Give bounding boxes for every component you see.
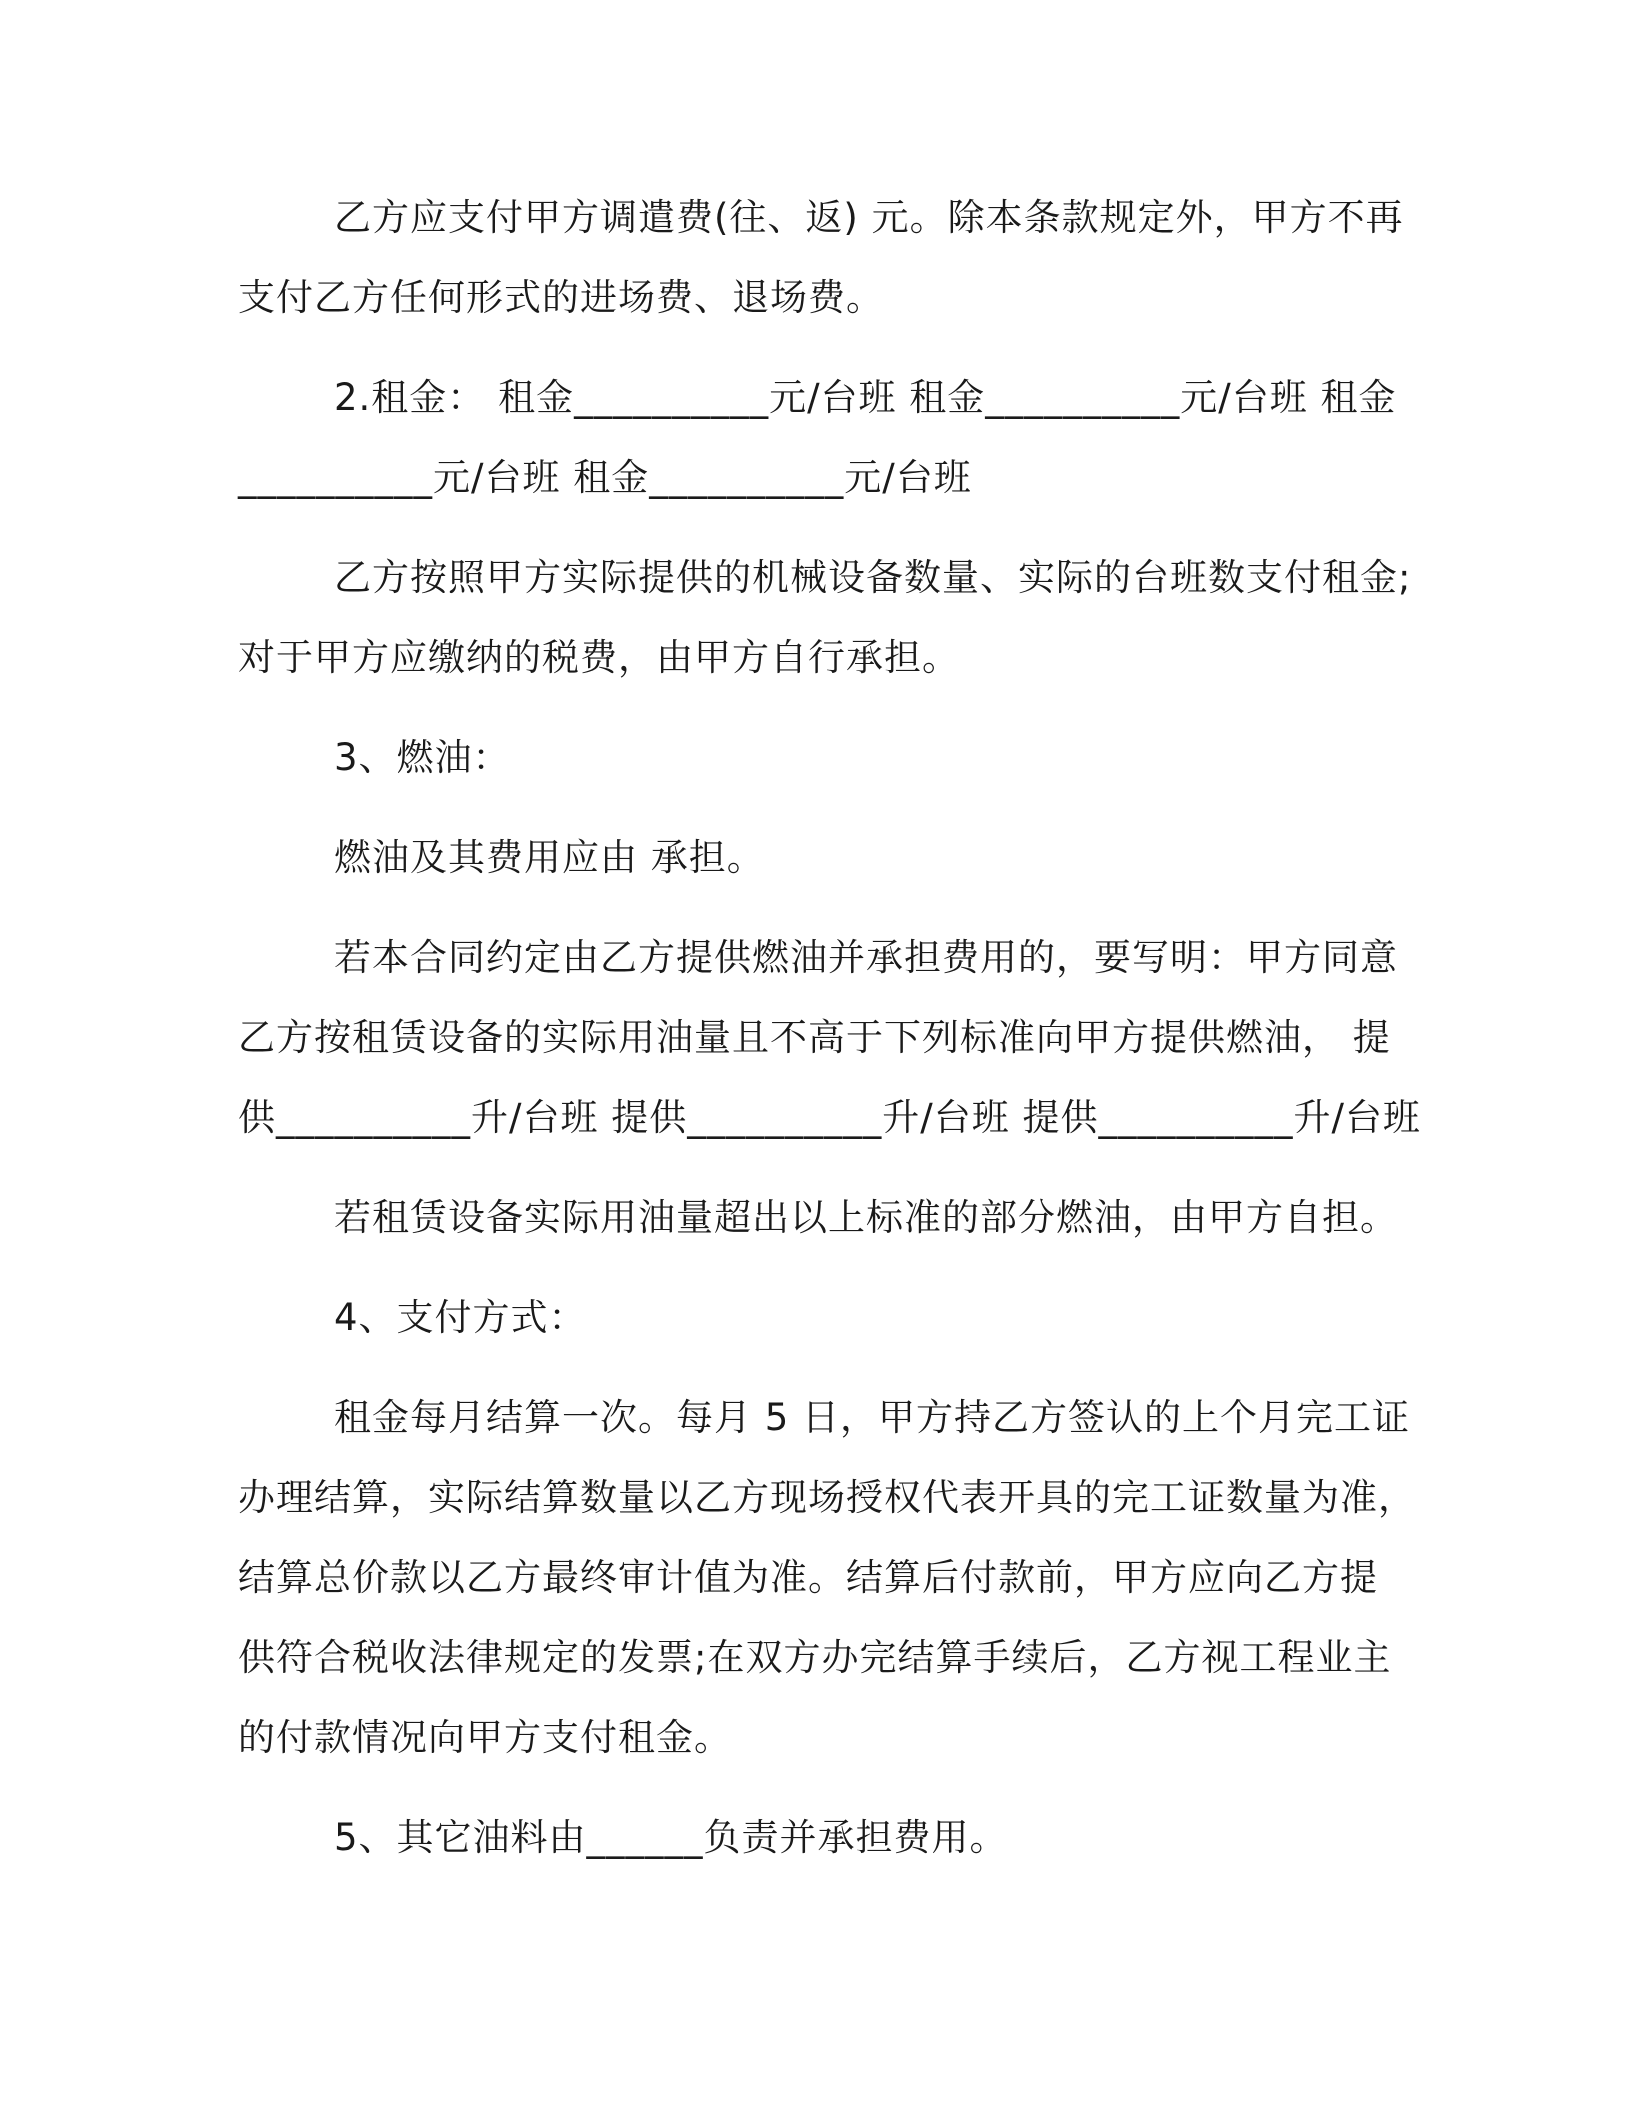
paragraph-rent-payment bbox=[238, 538, 1412, 698]
text-line: 乙方按照甲方实际提供的机械设备数量、实际的台班数支付租金; bbox=[334, 556, 1412, 599]
paragraph-fuel-cost bbox=[238, 818, 1386, 898]
paragraph-dispatch-fee bbox=[238, 178, 1404, 338]
text-line: 支付乙方任何形式的进场费、退场费。 bbox=[238, 276, 884, 319]
text-line: 租金每月结算一次。每月 5 日，甲方持乙方签认的上个月完工证 bbox=[334, 1396, 1411, 1439]
paragraph-other-oil bbox=[238, 1798, 1386, 1878]
text-line: 对于甲方应缴纳的税费，由甲方自行承担。 bbox=[238, 636, 960, 679]
text-line: 供符合税收法律规定的发票;在双方办完结算手续后，乙方视工程业主 bbox=[238, 1636, 1392, 1679]
text-line: 4、支付方式： bbox=[334, 1296, 587, 1339]
text-line: 若本合同约定由乙方提供燃油并承担费用的，要写明：甲方同意 bbox=[334, 936, 1398, 979]
text-line: 的付款情况向甲方支付租金。 bbox=[238, 1716, 732, 1759]
text-line: 2.租金： 租金__________元/台班 租金__________元/台班 租金 bbox=[334, 376, 1397, 419]
paragraph-fuel-excess bbox=[238, 1178, 1398, 1258]
text-line: 乙方按租赁设备的实际用油量且不高于下列标准向甲方提供燃油， 提 bbox=[238, 1016, 1391, 1059]
text-line: __________元/台班 租金__________元/台班 bbox=[238, 456, 972, 499]
paragraph-rent bbox=[238, 358, 1397, 518]
text-line: 3、燃油： bbox=[334, 736, 511, 779]
section-heading-payment bbox=[238, 1278, 1386, 1358]
text-line: 办理结算，实际结算数量以乙方现场授权代表开具的完工证数量为准， bbox=[238, 1476, 1416, 1519]
text-line: 若租赁设备实际用油量超出以上标准的部分燃油，由甲方自担。 bbox=[334, 1196, 1398, 1239]
section-heading-fuel bbox=[238, 718, 1386, 798]
text-line: 结算总价款以乙方最终审计值为准。结算后付款前，甲方应向乙方提 bbox=[238, 1556, 1378, 1599]
text-line: 5、其它油料由______负责并承担费用。 bbox=[334, 1816, 1008, 1859]
text-line: 供__________升/台班 提供__________升/台班 提供__________升/台班 bbox=[238, 1096, 1421, 1139]
text-line: 燃油及其费用应由 承担。 bbox=[334, 836, 765, 879]
paragraph-settlement bbox=[238, 1378, 1416, 1778]
text-line: 乙方应支付甲方调遣费(往、返) 元。除本条款规定外，甲方不再 bbox=[334, 196, 1404, 239]
paragraph-fuel-supply bbox=[238, 918, 1421, 1158]
